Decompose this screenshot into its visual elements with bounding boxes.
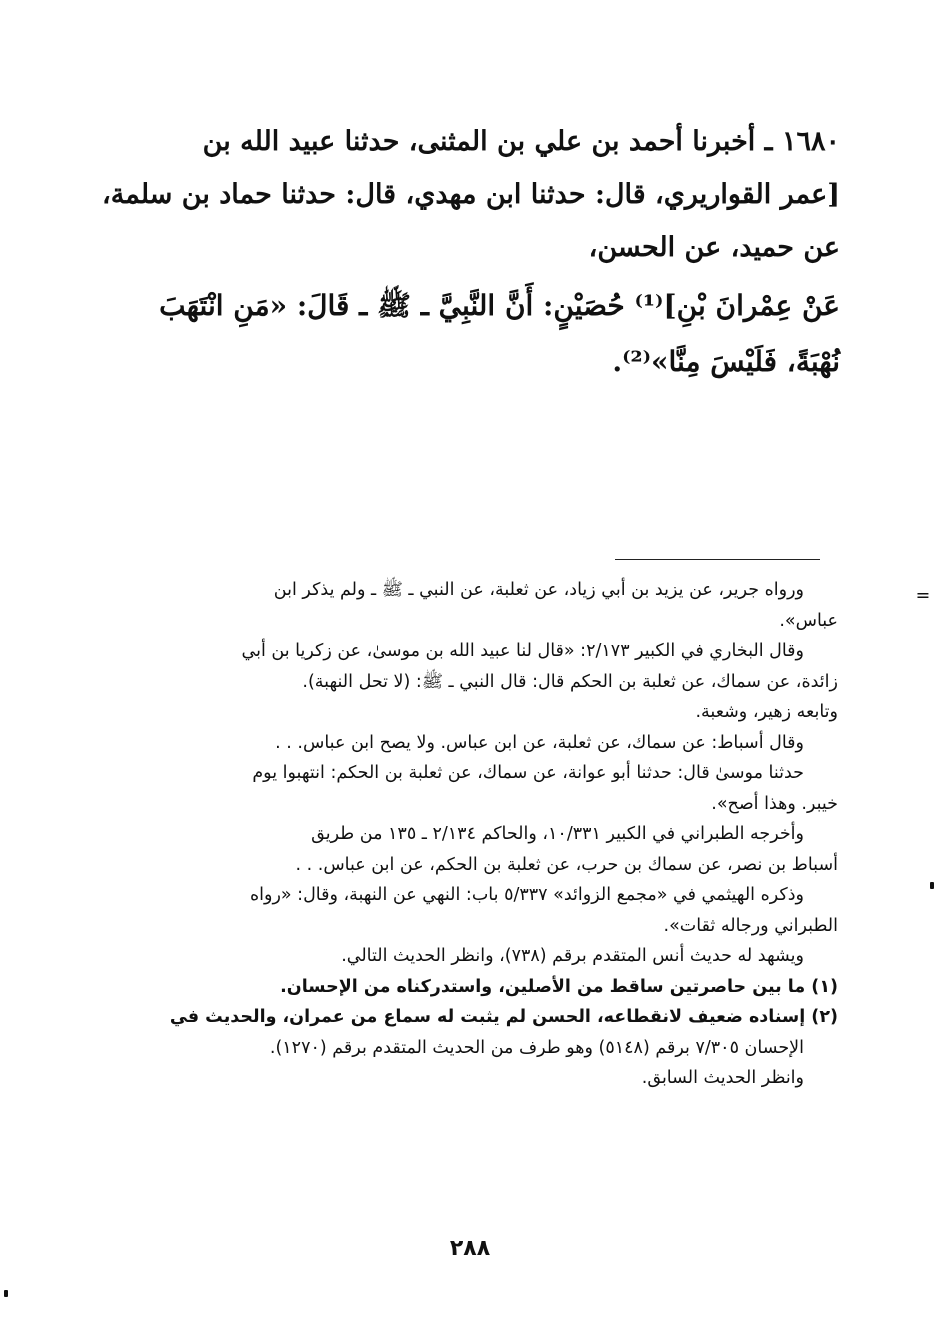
hadith-line: نُهْبَةً، فَلَيْسَ مِنَّا»⁽²⁾. (612, 345, 840, 378)
footnote-1: (١) ما بين حاصرتين ساقط من الأصلين، واستدركناه من الإحسان. (280, 976, 838, 997)
footnote-line: حدثنا موسىٰ قال: حدثنا أبو عوانة، عن سماك، عن ثعلبة بن الحكم: انتهبوا يوم (252, 763, 804, 783)
footnote-2: (٢) إسناده ضعيف لانقطاعه، الحسن لم يثبت له سماع من عمران، والحديث في (169, 1007, 838, 1027)
hadith-line: عَنْ عِمْرانَ بْنِ]⁽¹⁾ حُصَيْنٍ: أَنَّ النَّبِيَّ ـ ﷺ ـ قَالَ: «مَنِ انْتَهَبَ (159, 289, 840, 322)
footnote-divider (615, 559, 820, 560)
scan-speck (930, 882, 934, 889)
footnote-line: الإحسان ٧/٣٠٥ برقم (٥١٤٨) وهو طرف من الحديث المتقدم برقم (١٢٧٠). (269, 1037, 804, 1058)
hadith-line: ١٦٨٠ ـ أخبرنا أحمد بن علي بن المثنى، حدثنا عبيد الله بن (202, 126, 840, 157)
footnote-line: ويشهد له حديث أنس المتقدم برقم (٧٣٨)، وانظر الحديث التالي. (341, 946, 804, 966)
hadith-matn-paragraph (100, 278, 840, 390)
footnotes-section (108, 575, 931, 1094)
page-number: ٢٨٨ (449, 1236, 491, 1261)
footnote-line: وقال البخاري في الكبير ٢/١٧٣: «قال لنا عبيد الله بن موسىٰ، عن زكريا بن أبي (241, 641, 804, 661)
footnote-line: عباس». (779, 610, 838, 631)
continuation-mark: = (915, 586, 931, 606)
hadith-isnad-paragraph (100, 115, 840, 274)
footnote-line: زائدة، عن سماك، عن ثعلبة بن الحكم قال: قال النبي ـ ﷺ: (لا تحل النهبة). (302, 671, 838, 692)
footnote-line: وقال أسباط: عن سماك، عن ثعلبة، عن ابن عباس. ولا يصح ابن عباس. . . (275, 732, 804, 753)
footnote-line: خيبر. وهذا أصح». (711, 793, 838, 814)
hadith-line: [عمر القواريري، قال: حدثنا ابن مهدي، قال: حدثنا حماد بن سلمة، (102, 179, 840, 210)
footnote-line: الطبراني ورجاله ثقات». (663, 915, 838, 936)
footnote-line: وتابعه زهير، وشعبة. (695, 702, 838, 722)
footnote-line: ورواه جرير، عن يزيد بن أبي زياد، عن ثعلبة، عن النبي ـ ﷺ ـ ولم يذكر ابن (273, 580, 804, 600)
scan-speck (4, 1290, 8, 1297)
footnote-line: وانظر الحديث السابق. (641, 1068, 804, 1088)
hadith-line: عن حميد، عن الحسن، (588, 232, 840, 263)
footnote-line: أسباط بن نصر، عن سماك بن حرب، عن ثعلبة بن الحكم، عن ابن عباس. . . (295, 854, 838, 875)
footnote-line: وأخرجه الطبراني في الكبير ١٠/٣٣١، والحاكم ٢/١٣٤ ـ ١٣٥ من طريق (311, 824, 804, 844)
footnote-line: وذكره الهيثمي في «مجمع الزوائد» ٥/٣٣٧ باب: النهي عن النهبة، وقال: «رواه (249, 885, 804, 905)
